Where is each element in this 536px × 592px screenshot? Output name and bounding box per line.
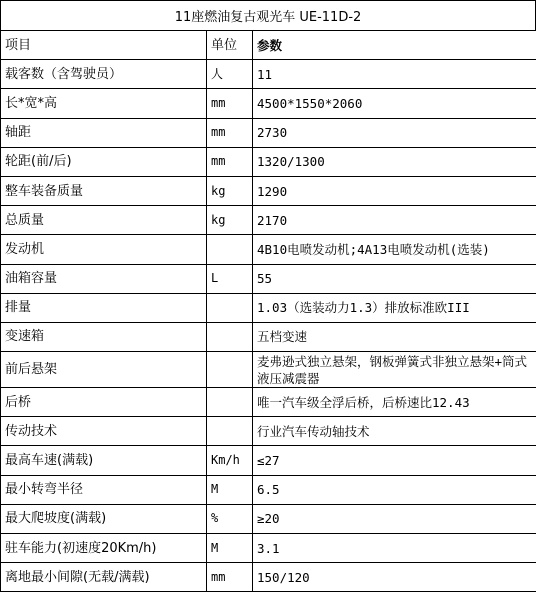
row-item: 前后悬架 bbox=[1, 352, 207, 388]
row-unit: M bbox=[207, 534, 253, 563]
header-unit: 单位 bbox=[207, 31, 253, 60]
table-row bbox=[1, 176, 536, 205]
row-param: 1.03（选装动力1.3）排放标准欧III bbox=[253, 293, 536, 322]
row-unit bbox=[207, 388, 253, 417]
header-item: 项目 bbox=[1, 31, 207, 60]
row-unit: M bbox=[207, 475, 253, 504]
row-unit: kg bbox=[207, 206, 253, 235]
row-param: ≤27 bbox=[253, 446, 536, 475]
row-unit: kg bbox=[207, 176, 253, 205]
table-row bbox=[1, 388, 536, 417]
table-row bbox=[1, 352, 536, 388]
table-row bbox=[1, 89, 536, 118]
row-item: 传动技术 bbox=[1, 417, 207, 446]
sheet-title: 11座燃油复古观光车 UE-11D-2 bbox=[0, 0, 536, 31]
row-param: 五档变速 bbox=[253, 322, 536, 351]
row-param: 4B10电喷发动机;4A13电喷发动机(选装) bbox=[253, 235, 536, 264]
table-row bbox=[1, 118, 536, 147]
row-param: 1290 bbox=[253, 176, 536, 205]
table-row bbox=[1, 417, 536, 446]
row-unit: mm bbox=[207, 89, 253, 118]
row-unit bbox=[207, 293, 253, 322]
row-item: 总质量 bbox=[1, 206, 207, 235]
row-param: 11 bbox=[253, 60, 536, 89]
table-row bbox=[1, 147, 536, 176]
row-unit: mm bbox=[207, 118, 253, 147]
table-row bbox=[1, 563, 536, 592]
row-item: 最小转弯半径 bbox=[1, 475, 207, 504]
row-param: 6.5 bbox=[253, 475, 536, 504]
row-item: 长*宽*高 bbox=[1, 89, 207, 118]
table-row bbox=[1, 60, 536, 89]
row-unit: mm bbox=[207, 147, 253, 176]
row-unit: % bbox=[207, 504, 253, 533]
table-header-row bbox=[1, 31, 536, 60]
table-row bbox=[1, 293, 536, 322]
row-unit: L bbox=[207, 264, 253, 293]
row-param: 麦弗逊式独立悬架，钢板弹簧式非独立悬架+筒式液压减震器 bbox=[253, 352, 536, 388]
table-row bbox=[1, 264, 536, 293]
row-param: 2730 bbox=[253, 118, 536, 147]
row-item: 排量 bbox=[1, 293, 207, 322]
row-item: 离地最小间隙(无载/满载) bbox=[1, 563, 207, 592]
row-unit bbox=[207, 322, 253, 351]
row-param: ≥20 bbox=[253, 504, 536, 533]
row-item: 油箱容量 bbox=[1, 264, 207, 293]
row-item: 轴距 bbox=[1, 118, 207, 147]
table-row bbox=[1, 206, 536, 235]
row-item: 驻车能力(初速度20Km/h) bbox=[1, 534, 207, 563]
row-unit bbox=[207, 352, 253, 388]
row-item: 载客数（含驾驶员） bbox=[1, 60, 207, 89]
header-param: 参数 bbox=[253, 31, 536, 60]
table-row bbox=[1, 504, 536, 533]
row-param: 4500*1550*2060 bbox=[253, 89, 536, 118]
row-param: 1320/1300 bbox=[253, 147, 536, 176]
row-unit bbox=[207, 235, 253, 264]
row-param: 3.1 bbox=[253, 534, 536, 563]
row-item: 变速箱 bbox=[1, 322, 207, 351]
table-row bbox=[1, 235, 536, 264]
table-row bbox=[1, 475, 536, 504]
row-unit: mm bbox=[207, 563, 253, 592]
row-item: 最高车速(满载) bbox=[1, 446, 207, 475]
table-row bbox=[1, 446, 536, 475]
row-param: 150/120 bbox=[253, 563, 536, 592]
table-row bbox=[1, 534, 536, 563]
row-item: 发动机 bbox=[1, 235, 207, 264]
row-param: 55 bbox=[253, 264, 536, 293]
spec-table bbox=[0, 30, 536, 592]
row-unit bbox=[207, 417, 253, 446]
row-item: 轮距(前/后) bbox=[1, 147, 207, 176]
row-item: 最大爬坡度(满载) bbox=[1, 504, 207, 533]
row-param: 2170 bbox=[253, 206, 536, 235]
table-row bbox=[1, 322, 536, 351]
row-unit: 人 bbox=[207, 60, 253, 89]
row-item: 后桥 bbox=[1, 388, 207, 417]
row-item: 整车装备质量 bbox=[1, 176, 207, 205]
row-unit: Km/h bbox=[207, 446, 253, 475]
row-param: 行业汽车传动轴技术 bbox=[253, 417, 536, 446]
row-param: 唯一汽车级全浮后桥，后桥速比12.43 bbox=[253, 388, 536, 417]
